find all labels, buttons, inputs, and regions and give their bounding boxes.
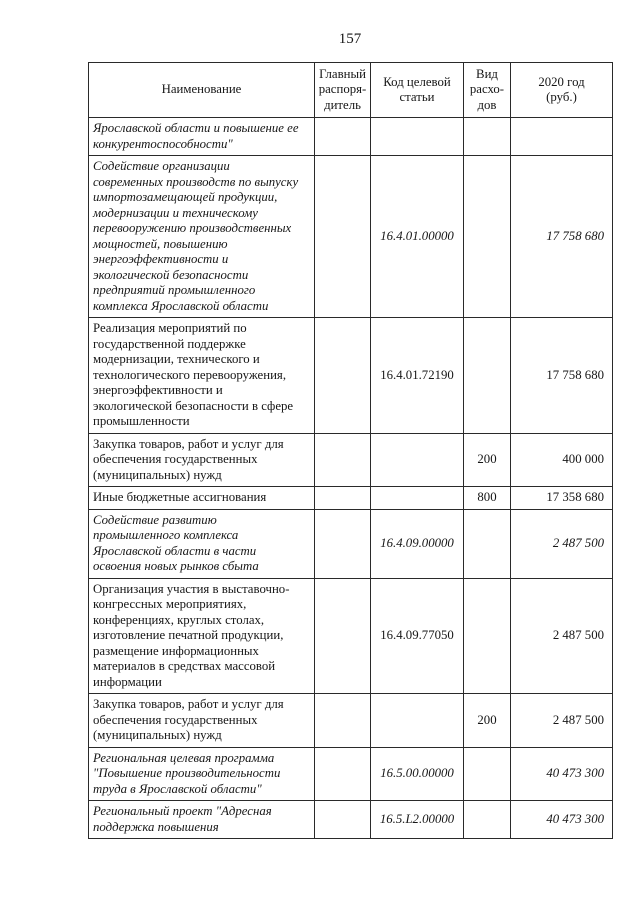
table-body (89, 118, 613, 839)
row-amount: 400 000 (511, 433, 613, 487)
row-expense-type (464, 156, 511, 318)
budget-table (88, 62, 613, 839)
row-name: Организация участия в выставочно- конгрессных мероприятиях, конференциях, круглых столах, изготовление печатной продукции, размещение информационных материалов в средствах массовой информации (89, 578, 315, 694)
table-row (89, 801, 613, 839)
row-expense-type (464, 578, 511, 694)
header-manager: Главный распоря- дитель (315, 63, 371, 118)
row-name: Региональная целевая программа "Повышение производительности труда в Ярославской области" (89, 747, 315, 801)
row-expense-type (464, 118, 511, 156)
table-row (89, 156, 613, 318)
row-expense-type (464, 801, 511, 839)
row-expense-type: 200 (464, 694, 511, 748)
row-expense-type: 200 (464, 433, 511, 487)
row-manager (315, 487, 371, 510)
table-row (89, 318, 613, 434)
row-manager (315, 578, 371, 694)
row-manager (315, 433, 371, 487)
row-expense-type (464, 318, 511, 434)
row-code: 16.4.01.72190 (371, 318, 464, 434)
table-row (89, 118, 613, 156)
row-amount: 2 487 500 (511, 509, 613, 578)
row-name: Содействие развитию промышленного комплекса Ярославской области в части освоения новых рынков сбыта (89, 509, 315, 578)
table-row (89, 509, 613, 578)
row-name: Ярославской области и повышение ее конкурентоспособности" (89, 118, 315, 156)
row-amount: 17 758 680 (511, 156, 613, 318)
row-manager (315, 694, 371, 748)
table-row (89, 578, 613, 694)
row-code (371, 487, 464, 510)
page-number: 157 (338, 31, 362, 47)
row-expense-type (464, 747, 511, 801)
row-amount (511, 118, 613, 156)
row-amount: 17 758 680 (511, 318, 613, 434)
row-manager (315, 747, 371, 801)
row-expense-type: 800 (464, 487, 511, 510)
row-code (371, 694, 464, 748)
row-manager (315, 509, 371, 578)
header-expense-type: Вид расхо- дов (464, 63, 511, 118)
header-amount: 2020 год (руб.) (511, 63, 613, 118)
row-manager (315, 318, 371, 434)
table-row (89, 747, 613, 801)
row-name: Иные бюджетные ассигнования (89, 487, 315, 510)
row-code (371, 118, 464, 156)
row-name: Закупка товаров, работ и услуг для обеспечения государственных (муниципальных) нужд (89, 694, 315, 748)
row-manager (315, 156, 371, 318)
row-manager (315, 801, 371, 839)
row-amount: 2 487 500 (511, 694, 613, 748)
header-name: Наименование (89, 63, 315, 118)
row-amount: 40 473 300 (511, 801, 613, 839)
table-header (89, 63, 613, 118)
row-name: Закупка товаров, работ и услуг для обеспечения государственных (муниципальных) нужд (89, 433, 315, 487)
row-name: Реализация мероприятий по государственной поддержке модернизации, технического и технологического перевооружения, энергоэффективности и экологической безопасности в сфере промышленности (89, 318, 315, 434)
header-code: Код целевой статьи (371, 63, 464, 118)
row-amount: 40 473 300 (511, 747, 613, 801)
row-code: 16.4.09.77050 (371, 578, 464, 694)
row-name: Содействие организации современных производств по выпуску импортозамещающей продукции, модернизации и техническому перевооружению производственных мощностей, повышению энергоэффективности и экологической безопасности предприятий промышленного комплекса Ярославской области (89, 156, 315, 318)
row-amount: 17 358 680 (511, 487, 613, 510)
table-row (89, 694, 613, 748)
row-code: 16.5.00.00000 (371, 747, 464, 801)
row-amount: 2 487 500 (511, 578, 613, 694)
row-name: Региональный проект "Адресная поддержка повышения (89, 801, 315, 839)
table-row (89, 487, 613, 510)
row-manager (315, 118, 371, 156)
row-code: 16.5.L2.00000 (371, 801, 464, 839)
row-code: 16.4.09.00000 (371, 509, 464, 578)
table-row (89, 433, 613, 487)
row-code: 16.4.01.00000 (371, 156, 464, 318)
header-row (89, 63, 613, 118)
row-expense-type (464, 509, 511, 578)
row-code (371, 433, 464, 487)
